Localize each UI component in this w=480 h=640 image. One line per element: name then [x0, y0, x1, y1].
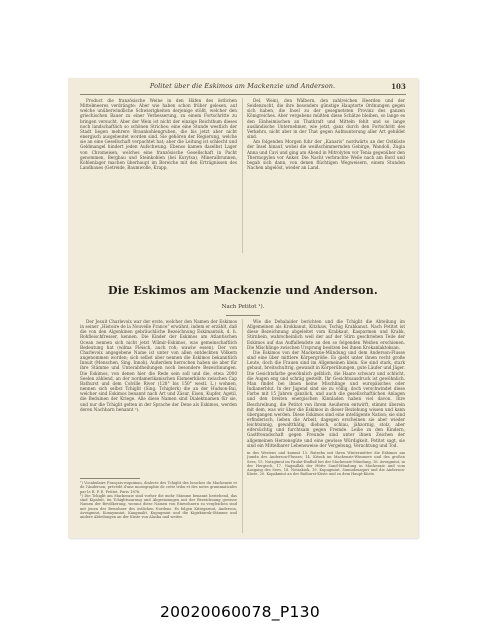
image-caption: 20020060078_P130: [160, 603, 320, 621]
column-divider-top: [242, 98, 243, 253]
article-right-paragraph-2: Die Eskimos von der Mackenzie-Mündung und dem Anderson-Flusse sind eine über mittlere Körpergröße. Es giebt unter ihnen recht große Leute, doch die Frauen sind im Allgemeinen klein. Sie sind stark, stark gebaut, breitschultrig, gewandt in Körperübungen, gute Läufer und Jäger. Die Gesichtsfarbe gewöhnlich gelblich, die Haare schwarz und schlicht, die Augen eng und schräg gestellt. Ihr Gesichtsausdruck ist gewöhnlich. Man findet bei ihnen keine Mischlinge und europäisches oder Indianerblut. In der Jugend sind sie zu völlig, doch verschwindet diese Farbe mit 15 Jahren gänzlich, und auch die gesellschaftlichen Anlagen und den breiten energischen Kinnladen haben viel davon. Ihre Beschreibung, die Petitot von ihrem Aeußeren entwirft, stimmt überein mit dem, was wir über die Eskimos in dieser Beziehung wissen und kann übergangen werden. Diese Eskimos sind eine intelligente Nation; sie sind erfinderisch, lieben die Arbeit, dagegen erscheinen sie aber wieder leichtsinnig, gewaltthätig, diebisch, schlau, jähzornig, stolz, aber eifersüchtig und furchtsam gegen Fremde. Leibe zu den Kindern, Gastfreundschaft gegen Freunde sind unter ihnen Zeichen der allgemeinen Herzensgüte und eine gewisse Würdigkeit. Petitot sagt, sie sind ein Mittelbarer Lebensweise der Vergebung, Verachtung und Tod.: [247, 349, 405, 448]
article-right-paragraph-1: Wie die Dehalaider berichten und die Tchiglit die Abteilung im Allgemeinen als Krokkanut, Kitzhaw, Tschig Krabkanut. Nach Petitot ist diese Bezeichnung abgeleitet vom Krabkaut, Kasparmen und Krabk, Stirnbein, wahrscheinlich weil der auf der Stirn geschrieben Teile der Eskimos auf das Auffallendste an den so folgenden Weißen erschienen. Die Mischlinge zwischen Ursprung besitzen bei ihnen Krokanlaktoksan.: [247, 319, 405, 350]
article-right-column: [247, 319, 405, 533]
page-number: 103: [391, 81, 406, 91]
column-divider-article: [242, 319, 243, 533]
footnote-1: ¹) Vocabulaire Français-esquimau, dialecte des Tchiglit des bouches du Mackenzie et de l'Anderson; précédé d'une monographie de cette tribu et des notes grammaticales par le R. P. E. Petitot. Paris 1876.: [80, 481, 237, 494]
footnote-2: ²) Die Tchiglit am Mackenzie sind vorher die mehr Stämme benannt bestehend, das sind Kipaluit, im Tchiglitsoarung und Abgrenzungen mit der Bezeichnung gewisse Namen der Bevölkerung, woraus diese Namen von Einwohnern zu vergleichen sind mit jenen der Bewohner des östlichen Nordens. Es folgen Kittegarnut, Anderson, Avvagmiut, Konayamiut, Kangmalit, Kupugmiut und die Kigirktaruk-Stämme und andere Abteilungen an der Küste von Alaska und weiter.: [80, 493, 237, 520]
footnotes-left: [80, 481, 237, 535]
top-left-paragraph: Product die französische Weine in den Häfen des östlichen Mittelmeeres verdrängte: Aber wie haben schon früher gelesen, auf welche unüberwindliche Schwierigkeiten derjenige stößt, welcher den griechischen Bauer zu einer Verbesserung, zu einem Fortschritte zu bringen versucht. Aber der Wein ist nicht der einzige Reichthum dieses noch landschaftlich so schönen Striches: eine eine Stunde westlich der Stadt liegen mehrere Braunkohlengruben, die bis jetzt aber nicht energisch ausgebeutet worden sind. Sie gehören der Regierung, welche sie an eine Gesellschaft verpachtet hat; aber die Leitung ist schlecht und Geldmangel hindert jeden Aufschwung. Ebenso kamen daselbst Lager von Chromeisen, welches eine französische Gesellschaft in Pacht genommen, Bergbau und Steinkohlen (bei Kurytsa), Mineralbrunnen, Kohlenlager machen überhaupt im Bereiche mit den Erträgnissen des Landbaues (Getreide, Baumwolle, Krapp,: [80, 98, 237, 171]
top-right-paragraph-2: Am folgenden Morgen fuhr der „Kanaris“ nordwärts an der Ostküste der Insel hinauf, wobei die weißschimmernden Gebirge, Wandoli, Zugia Anna und Cavi und ging am Abend in Mitrolyten vor Tenia gegenüber den Thermopylen vor Anker. Die Nacht verbrachte Weile nach am Bord und begab sich dann, von denen flüchtigen Wegweisern, einem Stunden Nachen abgelöst, wieder an Land.: [247, 139, 405, 171]
running-title: Politet über die Eskimos am Mackenzie und Anderson.: [149, 82, 336, 90]
article-left-paragraph: Der Jesuit Charlevoix war der erste, welcher den Namen der Eskimos in seiner „Histoire de la Nouvelle France“ erwähnt, indem er erzählt, daß die von den Algonkinen gebräuchliche Bezeichnung Eskimantsik, d. h. Rohfleischfresser, kennen. Die Kinder der Eskimos am Atlantischen Ocean nennen sich nicht jetzt Wilmir-Eskimos, was gemeinschaftlich Bedeutung hat (wilma Fleisch, auch roh; wawiw essen). Der von Charlevoix angegebene Name ist unter von allen entdeckten Völkern angenommen worden; sich selbst aber nennen die Eskimos bekanntlich Innuit (Menschen, Sing. Innok). Außerdem herrschen haben sie aber für ihre Stämme und Unterabtheilungen noch besondere Bezeichnungen. Die Eskimos, von denen hier die Rede sein soll und die, etwa 2000 Seelen zählend, an der nordamerikanischen Eismeerküste zwischen Cap Bathurst und dem Colville River (128° bis 150° westl. L.) wohnen, nennen sich selbst Tchiglit (Sing. Tchiglerk) die an der Hudson-Bai, welcher sind Eskimos benannt nach Art und Zäsur, Eisen, Kupfer, Agetil, die Beduinen der Kriege. Alle diese Namen sind Dialektnamen für sie, und nur die Tchiglit gelten in der Sprache der Dene als Eskimos, werden deren Nachbarn benannt ²).: [80, 319, 237, 412]
top-right-paragraph-1: Del, Wein), den Wälbern, den zahlreichen Heerden und der Seidenzucht, die ihre besonders günstige Hauptorte Ordnungen gegen sich haben, die Insel zu der gesegnetsten Provinz des ganzen Königreiches. Aber vergebens müßten diese Schätze bleiben, so lange es den Einheimischen an Thatkraft und Mitteln fehlt und so lange ausländische Unternehmer, wie jetzt, ganz durch den Fortschritt des Verkehrs, nicht aber in der That gegen Aufmunterung aller Art gebildet sind.: [247, 98, 405, 140]
title-rule: [226, 315, 260, 316]
running-head: [80, 78, 406, 95]
footnote-right-1: in des Westens und kommt 13. Ratzeba mit ihren Wintermütter die Eskimos am Jumdn des Anderson-Flusses; 14. Kitsuk im Mackenzie-Wimmere und des großen Sees, 15. Natzgimut im Paulat-Einfluß bei der Mackenzie-Mündung, 16. Avvagmiut, in der Hergisch, 17. Nagmillak der Hütte Sand-Mündung in Mackenzie und vom Ausgang des Sees, 18. Neizakiok, 19. Kupugmiut, Sumudzuaquri und die Anderson-Küste, 20. Kopakmiut an der Bathurst-Küste und zu dem Haupt-Küste.: [247, 450, 405, 477]
book-page: [68, 78, 418, 538]
article-author: Nach Petitot ¹).: [221, 304, 265, 310]
top-right-column: [247, 98, 405, 253]
footnote-rule: [80, 478, 140, 479]
article-left-column: [80, 319, 237, 477]
article-title: Die Eskimos am Mackenzie und Anderson.: [108, 284, 378, 297]
top-left-column: [80, 98, 237, 253]
